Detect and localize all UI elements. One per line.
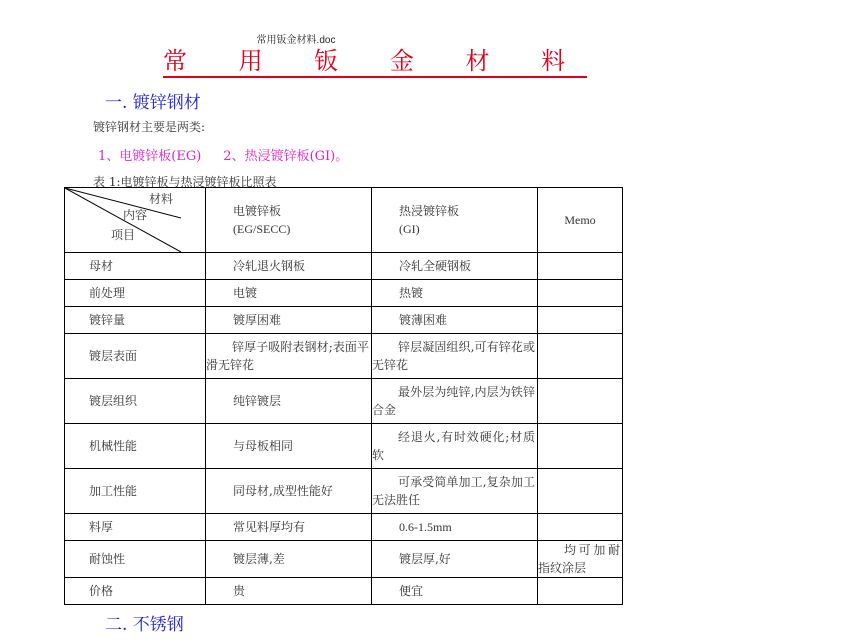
header-eg: 电镀锌板 (EG/SECC) (206, 188, 372, 253)
row-eg: 常见料厚均有 (206, 514, 372, 541)
row-gi: 冷轧全硬钢板 (372, 253, 538, 280)
row-gi: 0.6-1.5mm (372, 514, 538, 541)
row-eg: 锌厚子吸附表钢材;表面平滑无锌花 (206, 334, 372, 379)
row-item: 镀层表面 (65, 334, 206, 379)
row-item: 母材 (65, 253, 206, 280)
comparison-table (64, 187, 623, 605)
document-title: 常 用 钣 金 材 料 (163, 46, 587, 78)
table-row (65, 307, 623, 334)
table-row (65, 379, 623, 424)
header-gi: 热浸镀锌板 (GI) (372, 188, 538, 253)
row-eg: 与母板相同 (206, 424, 372, 469)
row-eg: 镀厚困难 (206, 307, 372, 334)
row-gi: 镀薄困难 (372, 307, 538, 334)
table-caption: 表 1:电镀锌板与热浸镀锌板比照表 (93, 175, 277, 189)
header-memo: Memo (538, 188, 623, 253)
row-eg: 同母材,成型性能好 (206, 469, 372, 514)
row-memo (538, 424, 623, 469)
table-header-row (65, 188, 623, 253)
row-item: 加工性能 (65, 469, 206, 514)
corner-label-material: 材料 (149, 192, 174, 206)
row-gi: 镀层厚,好 (372, 541, 538, 578)
row-item: 料厚 (65, 514, 206, 541)
row-memo (538, 578, 623, 605)
section-intro: 镀锌钢材主要是两类: (93, 120, 206, 134)
row-eg: 电镀 (206, 280, 372, 307)
row-item: 前处理 (65, 280, 206, 307)
row-gi: 锌层凝固组织,可有锌花或无锌花 (372, 334, 538, 379)
row-item: 镀层组织 (65, 379, 206, 424)
row-item: 机械性能 (65, 424, 206, 469)
section-heading-galvanized: 一. 镀锌钢材 (105, 93, 201, 113)
row-gi: 最外层为纯锌,内层为铁锌合金 (372, 379, 538, 424)
type-gi: 2、热浸镀锌板(GI)。 (223, 149, 349, 164)
document-filename: 常用钣金材料.doc (256, 35, 336, 46)
row-gi: 可承受简单加工,复杂加工无法胜任 (372, 469, 538, 514)
row-memo (538, 253, 623, 280)
row-memo (538, 514, 623, 541)
row-gi: 热镀 (372, 280, 538, 307)
section-heading-stainless: 二. 不锈钢 (105, 615, 184, 635)
table-row (65, 253, 623, 280)
row-eg: 贵 (206, 578, 372, 605)
row-item: 耐蚀性 (65, 541, 206, 578)
table-row (65, 541, 623, 578)
table-row (65, 514, 623, 541)
table-row (65, 424, 623, 469)
table-row (65, 578, 623, 605)
row-memo (538, 334, 623, 379)
corner-label-item: 项目 (111, 228, 136, 242)
row-item: 镀锌量 (65, 307, 206, 334)
row-eg: 镀层薄,差 (206, 541, 372, 578)
row-memo: 均可加耐指纹涂层 (538, 541, 623, 578)
row-gi: 便宜 (372, 578, 538, 605)
row-memo (538, 469, 623, 514)
type-eg: 1、电镀锌板(EG) (98, 149, 202, 164)
row-memo (538, 280, 623, 307)
row-memo (538, 379, 623, 424)
row-item: 价格 (65, 578, 206, 605)
table-row (65, 280, 623, 307)
table-row (65, 469, 623, 514)
row-eg: 冷轧退火钢板 (206, 253, 372, 280)
row-memo (538, 307, 623, 334)
corner-label-content: 内容 (123, 208, 148, 222)
galvanized-types (98, 145, 370, 164)
table-row (65, 334, 623, 379)
row-eg: 纯锌镀层 (206, 379, 372, 424)
row-gi: 经退火,有时效硬化;材质软 (372, 424, 538, 469)
corner-cell (65, 188, 206, 253)
